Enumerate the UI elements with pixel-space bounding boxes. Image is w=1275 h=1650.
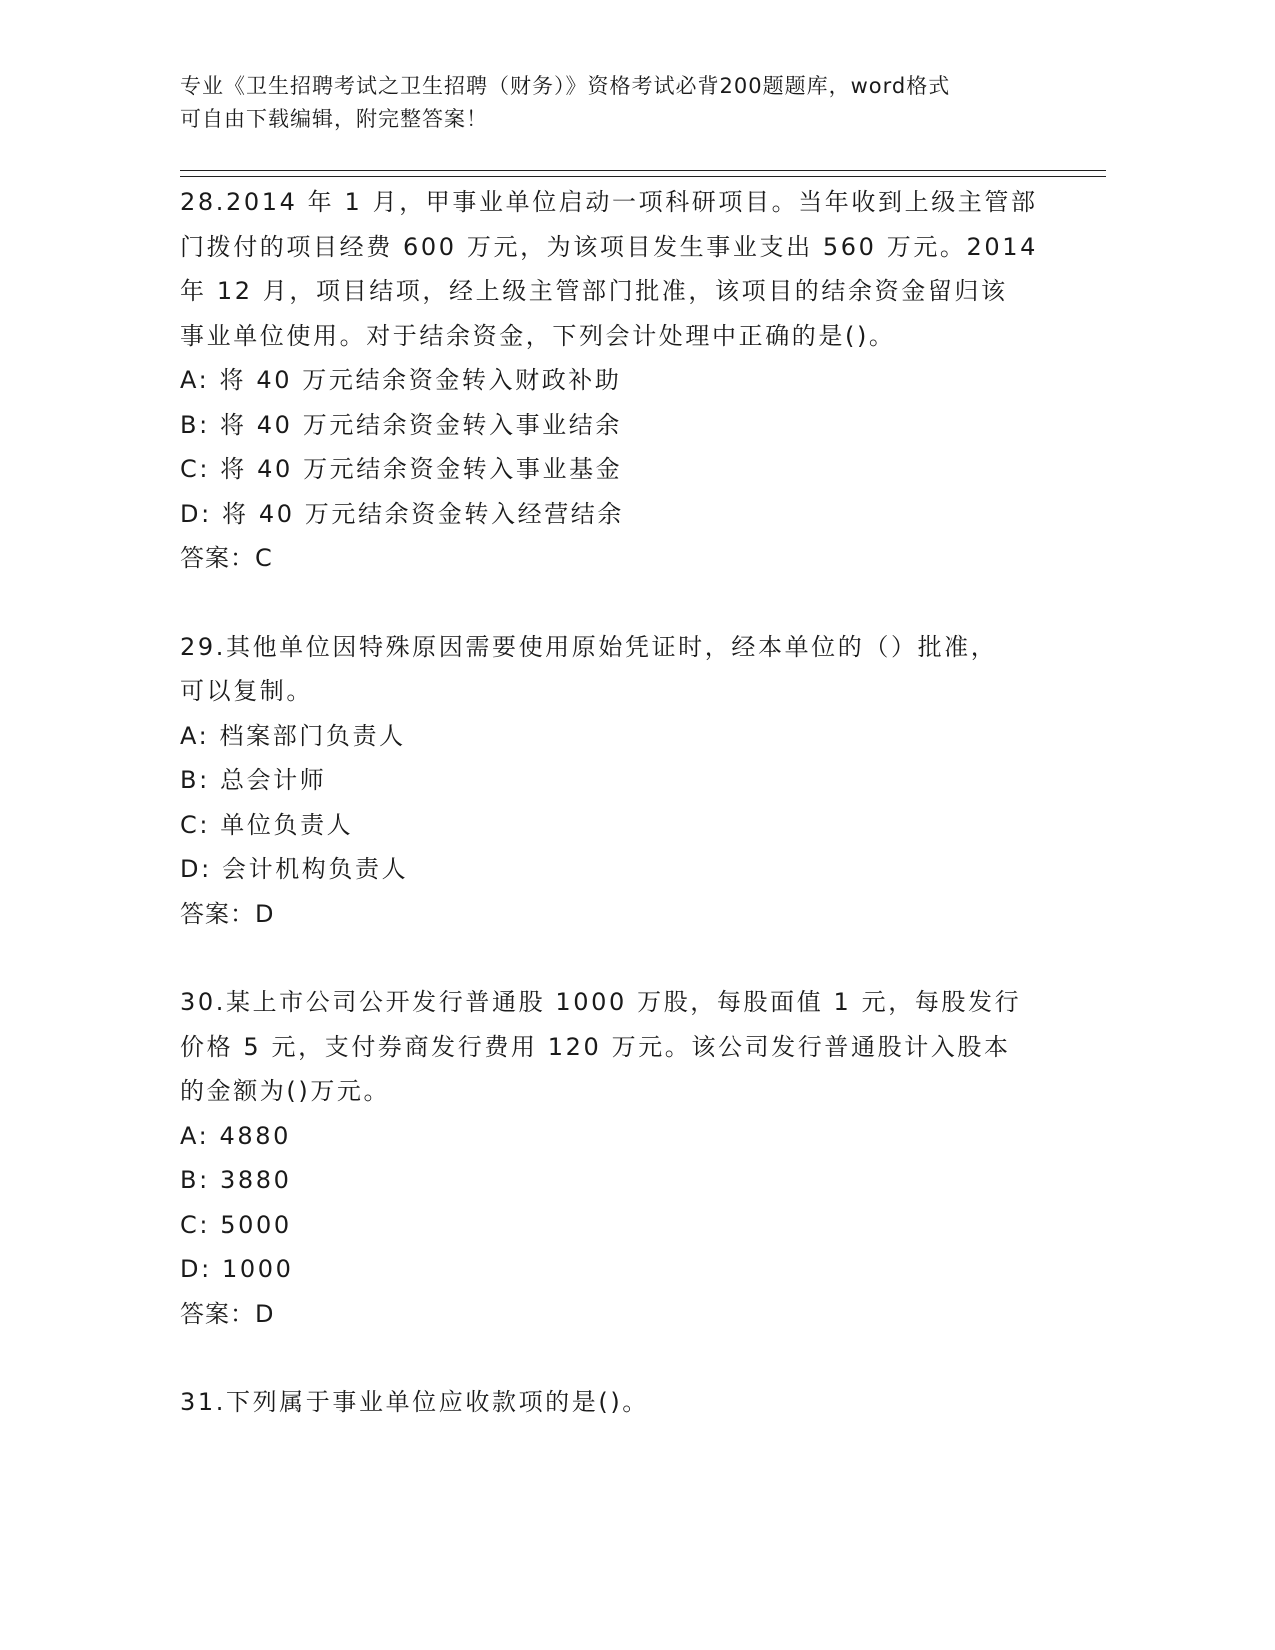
option-c: C: 5000 — [180, 1210, 292, 1239]
question-stem-line: 价格 5 元，支付券商发行费用 120 万元。该公司发行普通股计入股本 — [180, 1032, 1011, 1061]
option-a: A: 将 40 万元结余资金转入财政补助 — [180, 366, 622, 394]
answer-line: 答案：D — [180, 1299, 275, 1328]
option-d: D: 1000 — [180, 1255, 294, 1283]
option-a: A: 档案部门负责人 — [180, 721, 406, 750]
option-d: D: 会计机构负责人 — [180, 855, 409, 883]
option-c: C: 单位负责人 — [180, 810, 354, 839]
question-stem-line: 29.其他单位因特殊原因需要使用原始凭证时，经本单位的（）批准， — [180, 632, 998, 661]
option-b: B: 将 40 万元结余资金转入事业结余 — [180, 410, 622, 439]
question-stem-line: 可以复制。 — [180, 677, 313, 705]
question-29 — [180, 625, 1060, 937]
answer-line: 答案：D — [180, 899, 275, 928]
question-stem-line: 事业单位使用。对于结余资金，下列会计处理中正确的是()。 — [180, 321, 896, 350]
spacer — [180, 1336, 1060, 1380]
spacer — [180, 581, 1060, 625]
answer-line: 答案：C — [180, 544, 273, 572]
question-stem-line: 门拨付的项目经费 600 万元，为该项目发生事业支出 560 万元。2014 — [180, 232, 1039, 261]
question-stem-line: 的金额为()万元。 — [180, 1077, 391, 1105]
question-28 — [180, 180, 1060, 581]
question-31 — [180, 1380, 1060, 1425]
question-stem-line: 31.下列属于事业单位应收款项的是()。 — [180, 1388, 649, 1416]
option-d: D: 将 40 万元结余资金转入经营结余 — [180, 499, 624, 528]
document-header — [180, 70, 1080, 136]
option-c: C: 将 40 万元结余资金转入事业基金 — [180, 455, 623, 483]
question-stem-line: 30.某上市公司公开发行普通股 1000 万股，每股面值 1 元，每股发行 — [180, 988, 1022, 1016]
option-b: B: 3880 — [180, 1166, 292, 1194]
header-divider-bottom — [180, 176, 1106, 177]
question-stem-line: 28.2014 年 1 月，甲事业单位启动一项科研项目。当年收到上级主管部 — [180, 188, 1038, 216]
question-30 — [180, 980, 1060, 1336]
header-line-2: 可自由下载编辑，附完整答案！ — [180, 107, 488, 131]
header-divider-top — [180, 170, 1106, 171]
option-b: B: 总会计师 — [180, 766, 327, 794]
question-stem-line: 年 12 月，项目结项，经上级主管部门批准，该项目的结余资金留归该 — [180, 277, 1008, 305]
option-a: A: 4880 — [180, 1121, 291, 1150]
question-list — [180, 180, 1060, 1425]
header-line-1: 专业《卫生招聘考试之卫生招聘（财务）》资格考试必背200题题库，word格式 — [180, 74, 951, 98]
spacer — [180, 936, 1060, 980]
